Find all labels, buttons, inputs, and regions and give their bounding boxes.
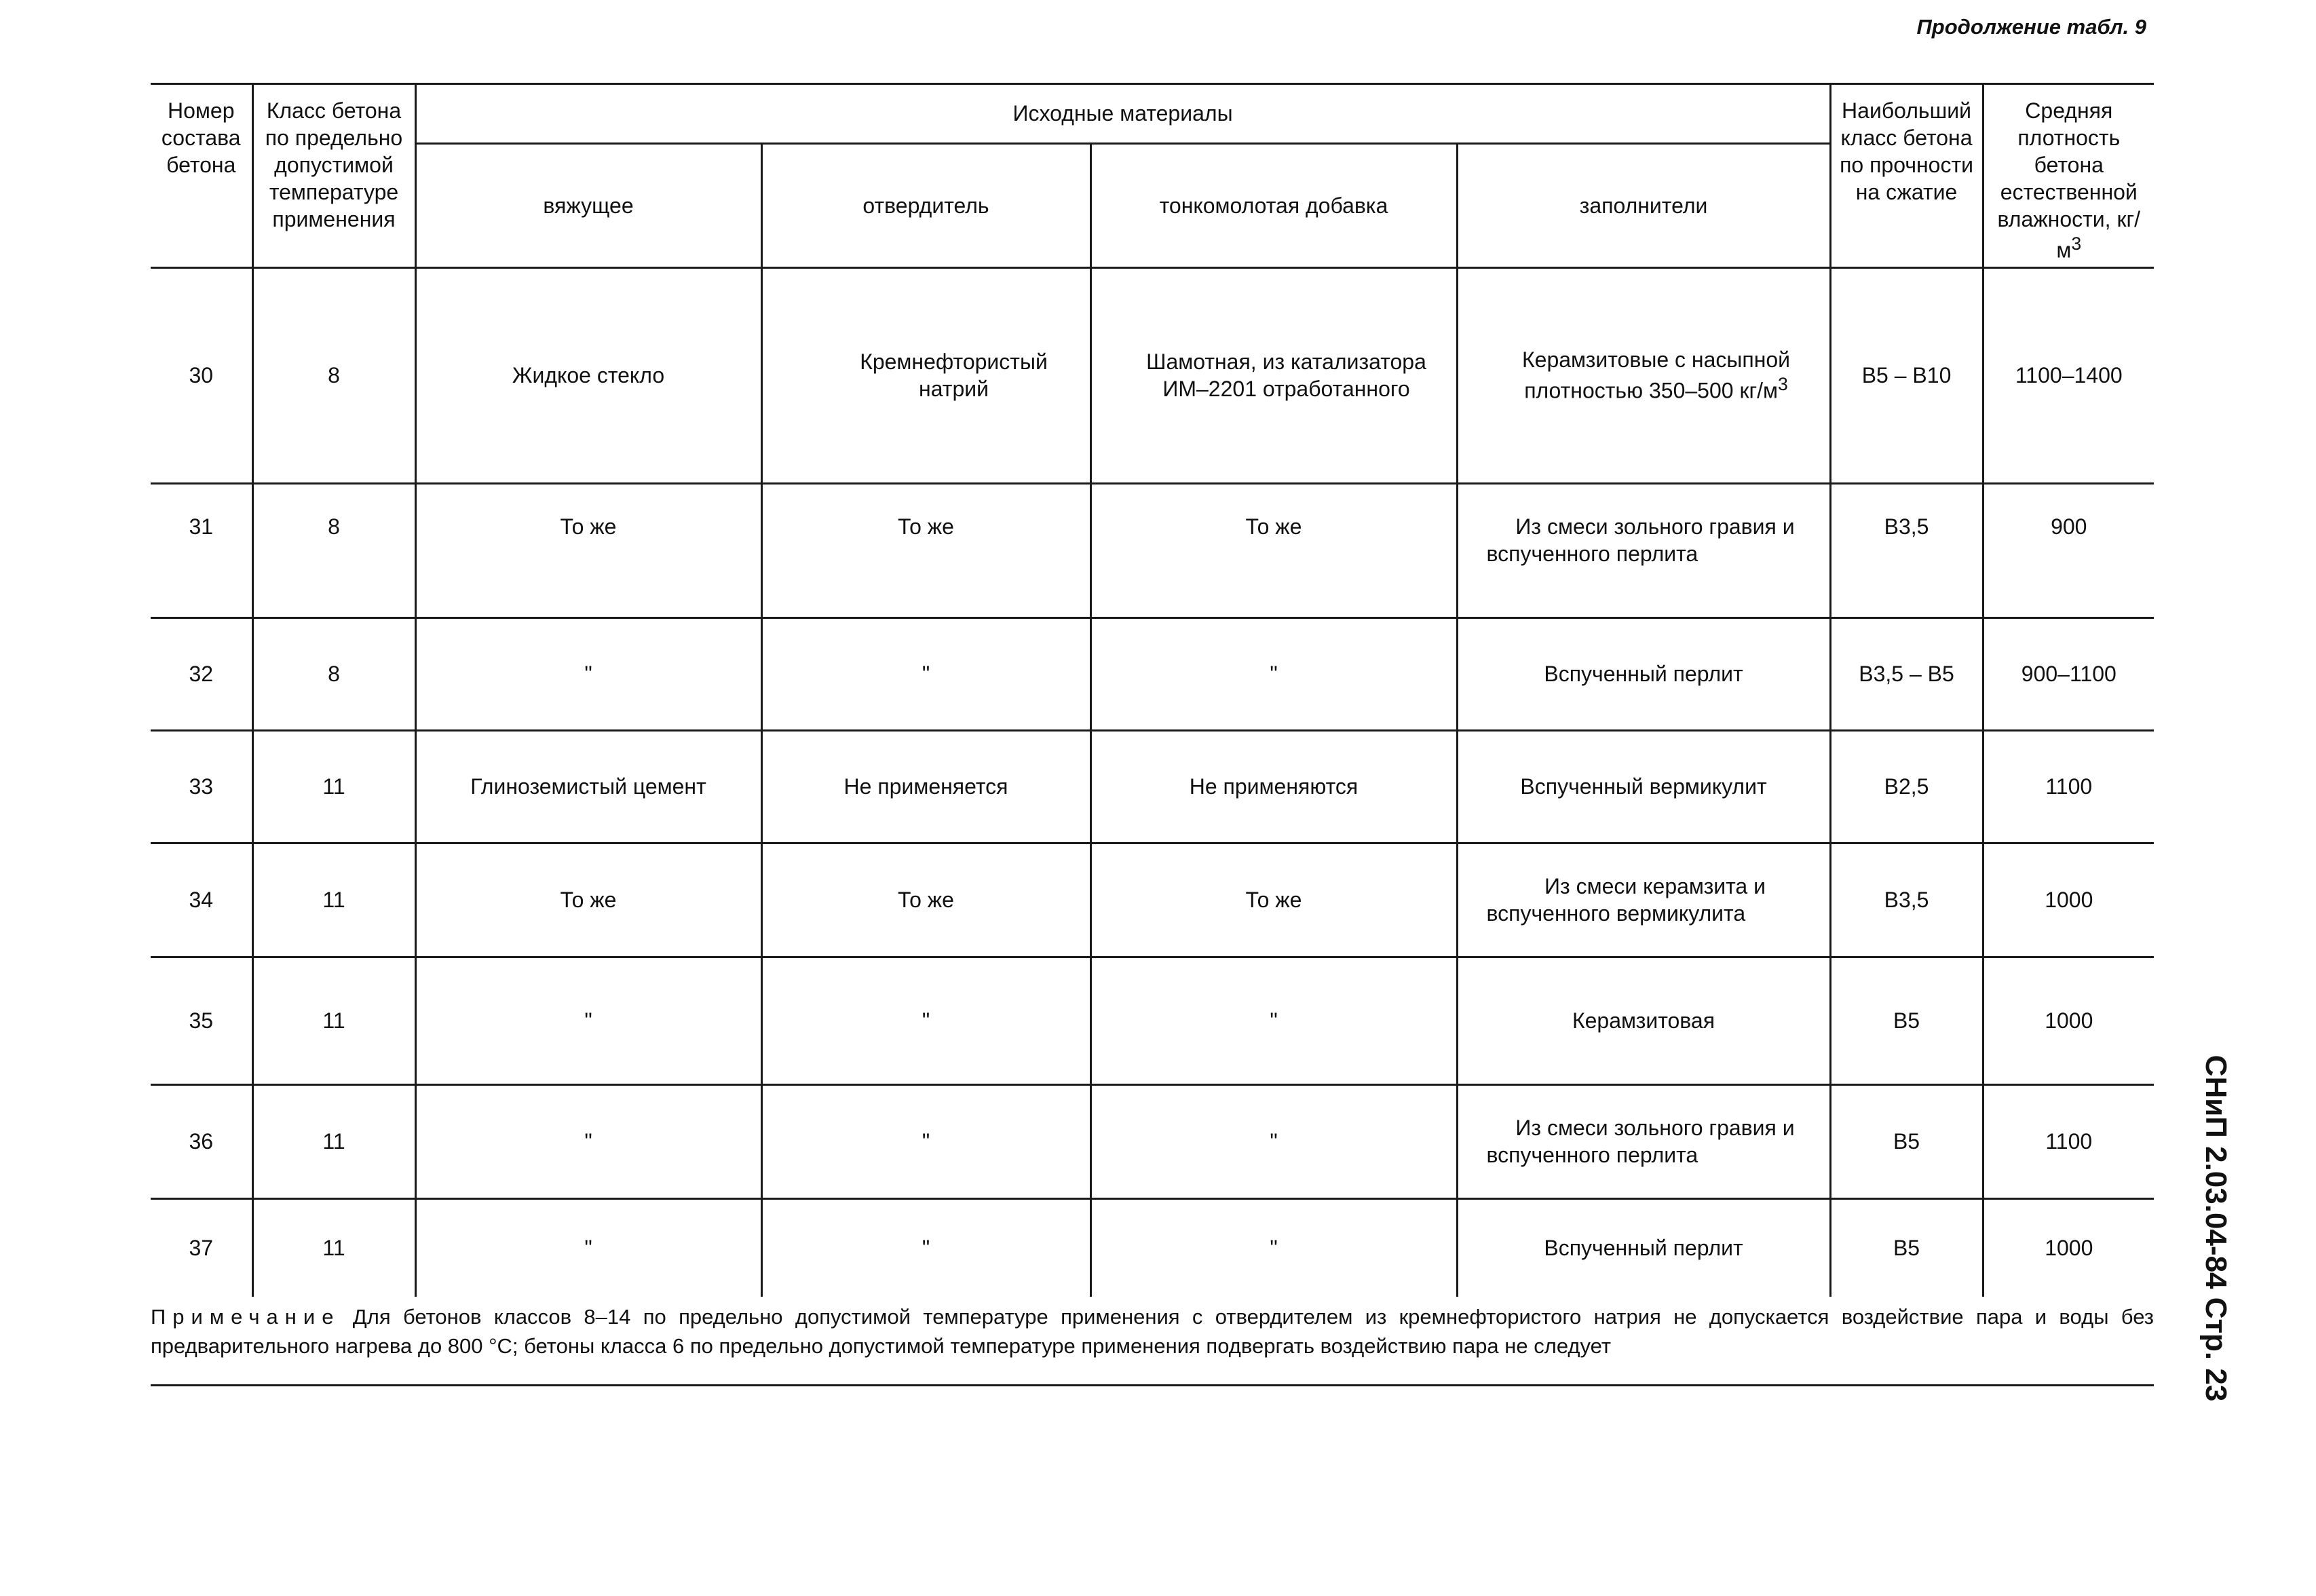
table-row bbox=[151, 618, 2154, 730]
cell-fillers-sup: 3 bbox=[1778, 374, 1788, 395]
cell-strength: В5 bbox=[1830, 1084, 1983, 1198]
cell-fillers bbox=[1457, 267, 1830, 483]
note-label: Примечание bbox=[151, 1305, 341, 1329]
cell-density: 900 bbox=[1983, 483, 2154, 618]
cell-density: 1000 bbox=[1983, 1198, 2154, 1297]
cell-num: 33 bbox=[151, 730, 252, 843]
cell-binder: " bbox=[415, 957, 761, 1084]
cell-num: 30 bbox=[151, 267, 252, 483]
cell-strength: В5 bbox=[1830, 957, 1983, 1084]
cell-strength: В2,5 bbox=[1830, 730, 1983, 843]
cell-klass: 11 bbox=[252, 957, 415, 1084]
cell-binder: То же bbox=[415, 483, 761, 618]
cell-additive: Не применяются bbox=[1090, 730, 1457, 843]
page-header: Продолжение табл. 9 bbox=[1916, 15, 2146, 39]
header-materials: Исходные материалы bbox=[415, 84, 1830, 144]
cell-additive: То же bbox=[1090, 843, 1457, 957]
cell-density: 1100 bbox=[1983, 730, 2154, 843]
cell-binder: То же bbox=[415, 843, 761, 957]
header-num: Номер состава бетона bbox=[151, 84, 252, 268]
cell-klass: 8 bbox=[252, 267, 415, 483]
cell-hardener: " bbox=[761, 1198, 1090, 1297]
cell-density: 1100 bbox=[1983, 1084, 2154, 1198]
cell-klass: 8 bbox=[252, 483, 415, 618]
cell-hardener: Не применяется bbox=[761, 730, 1090, 843]
header-binder: вяжущее bbox=[415, 143, 761, 267]
cell-strength: В3,5 – В5 bbox=[1830, 618, 1983, 730]
cell-klass: 11 bbox=[252, 1084, 415, 1198]
table-row bbox=[151, 1198, 2154, 1297]
cell-strength: В3,5 bbox=[1830, 483, 1983, 618]
cell-binder: " bbox=[415, 618, 761, 730]
cell-klass: 11 bbox=[252, 1198, 415, 1297]
cell-klass: 11 bbox=[252, 730, 415, 843]
cell-klass: 8 bbox=[252, 618, 415, 730]
table-row bbox=[151, 483, 2154, 618]
cell-num: 34 bbox=[151, 843, 252, 957]
header-klass: Класс бетона по предельно допустимой температуре применения bbox=[252, 84, 415, 268]
document-code bbox=[2185, 1054, 2246, 1402]
cell-hardener: То же bbox=[761, 843, 1090, 957]
table-row bbox=[151, 267, 2154, 483]
cell-fillers: Керамзитовая bbox=[1457, 957, 1830, 1084]
cell-hardener: " bbox=[761, 957, 1090, 1084]
cell-hardener: " bbox=[761, 618, 1090, 730]
header-hardener: отвердитель bbox=[761, 143, 1090, 267]
cell-binder: Глиноземистый цемент bbox=[415, 730, 761, 843]
header-density-sup: 3 bbox=[2071, 233, 2082, 254]
table-note bbox=[151, 1303, 2154, 1361]
cell-additive: " bbox=[1090, 957, 1457, 1084]
table-row bbox=[151, 1084, 2154, 1198]
cell-num: 37 bbox=[151, 1198, 252, 1297]
cell-num: 31 bbox=[151, 483, 252, 618]
cell-num: 35 bbox=[151, 957, 252, 1084]
materials-table bbox=[151, 83, 2154, 1297]
cell-hardener: То же bbox=[761, 483, 1090, 618]
table-row bbox=[151, 843, 2154, 957]
cell-density: 1100–1400 bbox=[1983, 267, 2154, 483]
cell-binder: " bbox=[415, 1198, 761, 1297]
cell-additive: " bbox=[1090, 1084, 1457, 1198]
cell-binder: " bbox=[415, 1084, 761, 1198]
cell-fillers: Вспученный вермикулит bbox=[1457, 730, 1830, 843]
cell-density: 1000 bbox=[1983, 957, 2154, 1084]
cell-hardener: " bbox=[761, 1084, 1090, 1198]
header-additive: тонкомолотая добавка bbox=[1090, 143, 1457, 267]
cell-binder: Жидкое стекло bbox=[415, 267, 761, 483]
document-code-label: СНиП 2.03.04-84 Стр. 23 bbox=[2199, 1054, 2233, 1402]
table-header bbox=[151, 84, 2154, 268]
cell-fillers: Из смеси зольного гравия и вспученного перлита bbox=[1457, 483, 1830, 618]
cell-additive: " bbox=[1090, 618, 1457, 730]
table-body bbox=[151, 267, 2154, 1297]
cell-fillers: Из смеси керамзита и вспученного вермикулита bbox=[1457, 843, 1830, 957]
table-row bbox=[151, 730, 2154, 843]
cell-additive: Шамотная, из катализатора ИМ–2201 отработанного bbox=[1090, 267, 1457, 483]
note-text: Для бетонов классов 8–14 по предельно допустимой температуре применения с отвердителем из кремнефтористого натрия не допускается воздействие пара и воды без предварительного нагрева до 800 °С; бетоны класса 6 по предельно допустимой температуре применения подвергать воздействию пара не следует bbox=[151, 1305, 2154, 1358]
cell-strength: В3,5 bbox=[1830, 843, 1983, 957]
header-density bbox=[1983, 84, 2154, 268]
table-row bbox=[151, 957, 2154, 1084]
cell-additive: " bbox=[1090, 1198, 1457, 1297]
cell-num: 32 bbox=[151, 618, 252, 730]
cell-num: 36 bbox=[151, 1084, 252, 1198]
cell-density: 1000 bbox=[1983, 843, 2154, 957]
bottom-divider bbox=[151, 1384, 2154, 1386]
cell-hardener: Кремнефтористый натрий bbox=[761, 267, 1090, 483]
cell-fillers: Из смеси зольного гравия и вспученного перлита bbox=[1457, 1084, 1830, 1198]
cell-strength: В5 bbox=[1830, 1198, 1983, 1297]
cell-fillers-text: Керамзитовые с насыпной плотностью 350–500 кг/м bbox=[1522, 347, 1791, 403]
header-density-text: Средняя плотность бетона естественной влажности, кг/м bbox=[1997, 98, 2141, 263]
cell-additive: То же bbox=[1090, 483, 1457, 618]
header-fillers: заполнители bbox=[1457, 143, 1830, 267]
header-strength: Наибольший класс бетона по прочности на сжатие bbox=[1830, 84, 1983, 268]
materials-table-wrap bbox=[151, 83, 2154, 1297]
cell-fillers: Вспученный перлит bbox=[1457, 618, 1830, 730]
cell-strength: В5 – В10 bbox=[1830, 267, 1983, 483]
cell-density: 900–1100 bbox=[1983, 618, 2154, 730]
cell-fillers: Вспученный перлит bbox=[1457, 1198, 1830, 1297]
cell-klass: 11 bbox=[252, 843, 415, 957]
